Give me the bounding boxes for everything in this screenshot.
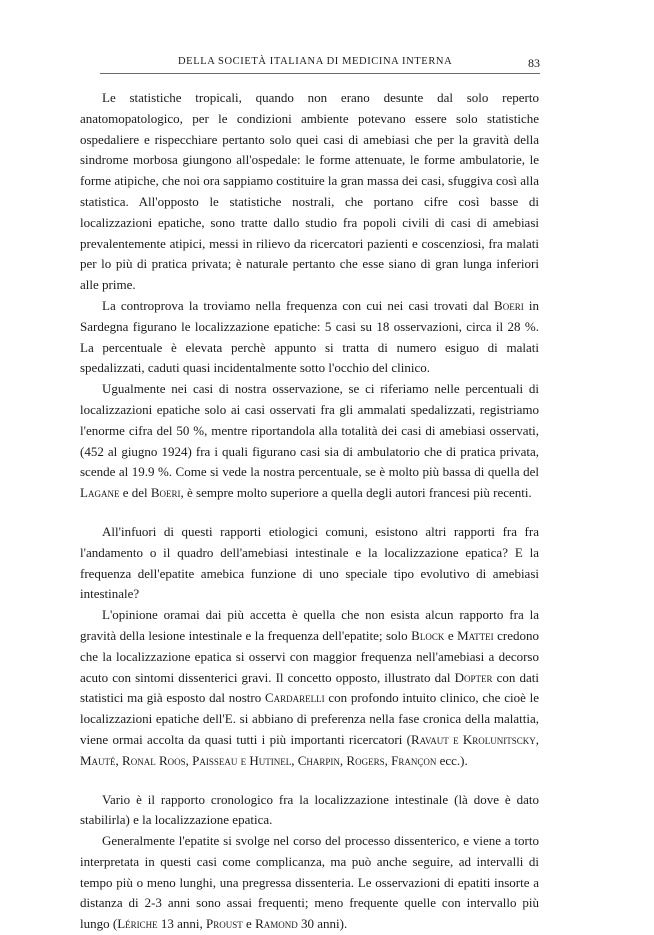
paragraph <box>80 605 539 771</box>
page-number: 83 <box>528 56 540 70</box>
author-name: Boeri <box>150 485 181 501</box>
author-name: Boeri <box>494 297 524 313</box>
header-rule <box>100 73 540 74</box>
text-run: Le statistiche tropicali, quando non erano desunte dal solo reperto anatomopatologico, per le condizioni ambiente potevano essere solo statistiche ospedaliere e rispecchiare pertanto solo quei casi di amebiasi che per la gravità della sindrome morbosa giungono all'ospedale: le forme attenuate, le forme ambulatorie, le forme atipiche, che noi ora sappiamo costituire la gran massa dei casi, sfuggiva così alla statistica. All'opposto le statistiche nostrali, che portano cifre così basse di localizzazioni epatiche, sono tratte dallo studio fra popoli civili di casi di amebiasi prevalentemente atipici, messi in rilievo da ricercatori pazienti e coscenziosi, fra malati per lo più di pratica privata; è naturale pertanto che esse siano di gran lunga inferiori alle prime. <box>80 90 539 293</box>
text-run: Vario è il rapporto cronologico fra la localizzazione intestinale (là dove è dato stabilirla) e la localizzazione epatica. <box>80 791 539 828</box>
text-run: Generalmente l'epatite si svolge nel corso del processo dissenterico, e viene a torto interpretata in questi casi come complicanza, ma può anche seguire, ad intervalli di tempo più o meno lunghi, una pregressa dissenteria. Le osservazioni di epatiti insorte a distanza di 2-3 anni sono assai frequenti; meno frequente quelle con intervallo più lungo ( <box>80 833 539 932</box>
text-run: 30 anni). <box>297 916 348 932</box>
author-name: Mattei <box>457 627 494 643</box>
text-run: Ugualmente nei casi di nostra osservazione, se ci riferiamo nelle percentuali di localizzazioni epatiche solo ai casi osservati fra gli ammalati spedalizzati, registriamo l'enorme cifra del 50 %, mentre riportandola alla totalità dei casi di amebiasi osservati, (452 al giugno 1924) fra i quali figurano casi sia di ambulatorio che di pratica privata, scende al 19.9 %. Come si vede la nostra percentuale, se è molto più bassa di quella del <box>80 381 539 480</box>
text-run: e <box>242 916 256 932</box>
paragraph <box>80 522 539 605</box>
text-run: e del <box>119 485 151 501</box>
text-run: credono che la localizzazione epatica si osservi con maggior frequenza nell'amebiasi a decorso acuto con sintomi dissenterici gravi. Il concetto opposto, illustrato dal <box>80 627 539 685</box>
author-name: Proust <box>206 916 243 932</box>
author-name: Ramond <box>255 916 298 932</box>
text-run: , è sempre molto superiore a quella degli autori francesi più recenti. <box>180 485 532 501</box>
paragraph <box>80 379 539 504</box>
paragraph <box>80 296 539 379</box>
text-run: La controprova la troviamo nella frequenza con cui nei casi trovati dal <box>102 297 495 313</box>
author-name: Cardarelli <box>264 690 325 706</box>
paragraph <box>80 790 539 832</box>
text-run: All'infuori di questi rapporti etiologici comuni, esistono altri rapporti fra fra l'andamento o il quadro dell'amebiasi intestinale e la localizzazione epatica? E la frequenza dell'epatite amebica funzione di uno speciale tipo evolutivo di amebiasi intestinale? <box>80 523 539 602</box>
paragraph <box>80 831 539 935</box>
text-run: in Sardegna figurano le localizzazione epatiche: 5 casi su 18 osservazioni, circa il 28 %. La percentuale è elevata perchè appunto si tratta di numero esiguo di malati spedalizzati, caduti quasi incidentalmente sotto l'occhio del clinico. <box>80 297 539 376</box>
paragraph <box>80 88 539 296</box>
text-run: e <box>444 627 458 643</box>
text-run: ecc.). <box>436 752 468 768</box>
text-run: con profondo intuito clinico, che cioè le localizzazioni epatiche dell'E. si abbiano di preferenza nella fase cronica della malattia, viene ormai accolta da quasi tutti i più importanti ricercatori ( <box>80 690 539 747</box>
author-name: Block <box>411 627 445 643</box>
text-run: L'opinione oramai dai più accetta è quella che non esista alcun rapporto fra la gravità della lesione intestinale e la frequenza dell'epatite; solo <box>80 607 539 643</box>
author-name: Lagane <box>80 485 120 501</box>
author-name: Ravaut e Krolunitscky, Mauté, Ronal Roos, Paisseau e Hutinel, Charpin, Rogers, Françon <box>80 731 539 768</box>
author-name: Dopter <box>454 669 493 685</box>
running-title: DELLA SOCIETÀ ITALIANA DI MEDICINA INTERNA <box>178 56 453 67</box>
text-run: 13 anni, <box>157 916 207 932</box>
author-name: Lériche <box>117 916 158 932</box>
text-run: con dati statistici ma già esposto dal nostro <box>80 669 540 706</box>
body-text <box>80 88 539 935</box>
